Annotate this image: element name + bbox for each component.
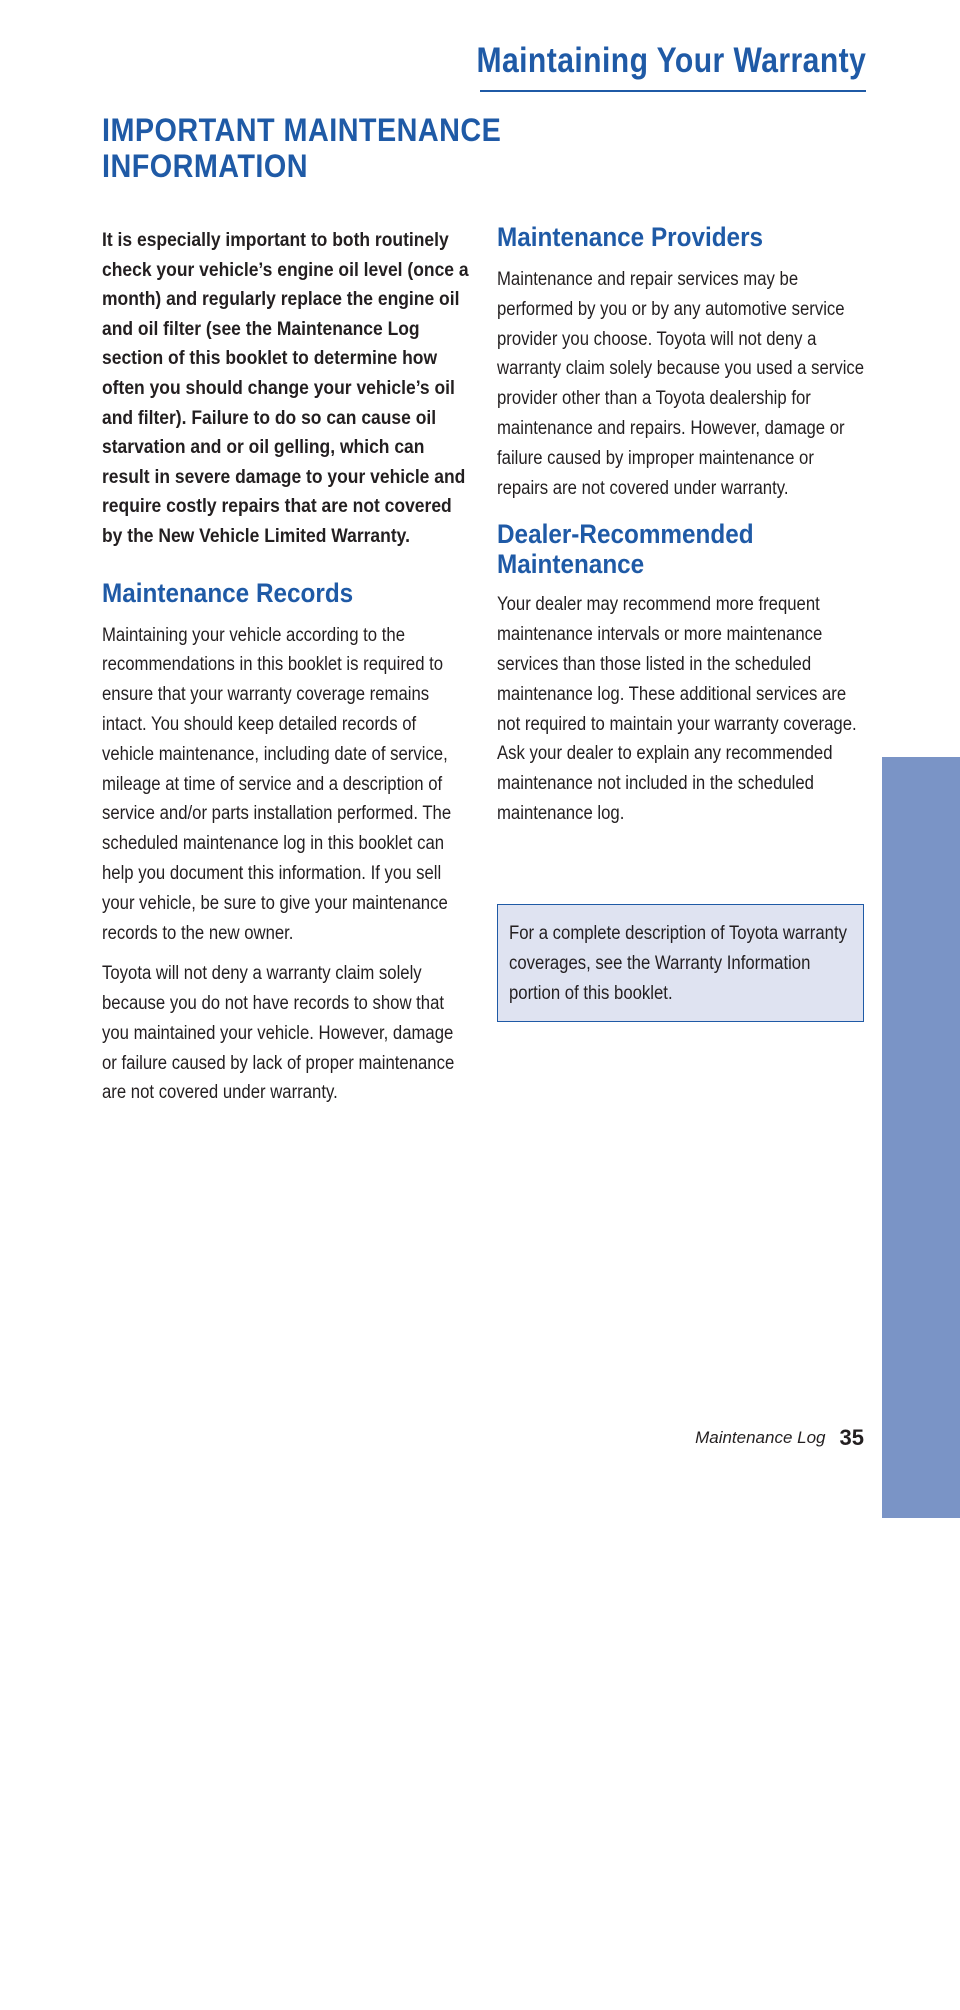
right-column: [497, 222, 865, 829]
dealer-paragraph: Your dealer may recommend more frequent maintenance intervals or more maintenance services than those listed in the scheduled maintenance log. These additional services are not required to maintain your warranty coverage. Ask your dealer to explain any recommended maintenance not included in the scheduled maintenance log.: [497, 594, 857, 824]
records-paragraph-1: Maintaining your vehicle according to the recommendations in this booklet is required to ensure that your warranty coverage remains intact. You should keep detailed records of vehicle maintenance, including date of service, mileage at time of service and a description of service and/or parts installation performed. The scheduled maintenance log in this booklet can help you document this information. If you sell your vehicle, be sure to give your maintenance records to the new owner.: [102, 624, 452, 944]
left-column: [102, 226, 474, 1108]
records-paragraph-2: Toyota will not deny a warranty claim solely because you do not have records to show that you maintained your vehicle. However, damage or failure caused by lack of proper maintenance are not covered under warranty.: [102, 963, 455, 1104]
side-tab-label: MAINTENANCE: [906, 1777, 937, 2010]
footer-section-label: Maintenance Log: [695, 1428, 826, 1447]
section-title-line-2: INFORMATION: [102, 148, 308, 184]
section-title: [102, 112, 532, 184]
page-footer: [695, 1425, 864, 1451]
providers-paragraph: Maintenance and repair services may be performed by you or by any automotive service provider you choose. Toyota will not deny a warranty claim solely because you used a service provider other than a Toyota dealership for maintenance and repairs. However, damage or failure caused by improper maintenance or repairs are not covered under warranty.: [497, 269, 865, 499]
records-heading: Maintenance Records: [102, 577, 354, 608]
section-title-line-1: IMPORTANT MAINTENANCE: [102, 112, 502, 148]
intro-paragraph: It is especially important to both routinely check your vehicle’s engine oil level (once a month) and regularly replace the engine oil and oil filter (see the Maintenance Log section of this booklet to determine how often you should change your vehicle’s oil and filter). Failure to do so can cause oil starvation and or oil gelling, which can result in severe damage to your vehicle and require costly repairs that are not covered by the New Vehicle Limited Warranty.: [102, 230, 469, 547]
callout-text: For a complete description of Toyota warranty coverages, see the Warranty Information portion of this booklet.: [509, 923, 847, 1004]
dealer-heading-line-1: Dealer-Recommended: [497, 519, 754, 550]
section-side-tab[interactable]: [882, 757, 960, 2010]
providers-heading: Maintenance Providers: [497, 222, 764, 252]
page-number: 35: [839, 1425, 864, 1450]
page-title: Maintaining Your Warranty: [476, 41, 866, 80]
dealer-heading-line-2: Maintenance: [497, 549, 645, 580]
warranty-info-callout: [497, 904, 864, 1022]
page-header: [476, 40, 866, 92]
